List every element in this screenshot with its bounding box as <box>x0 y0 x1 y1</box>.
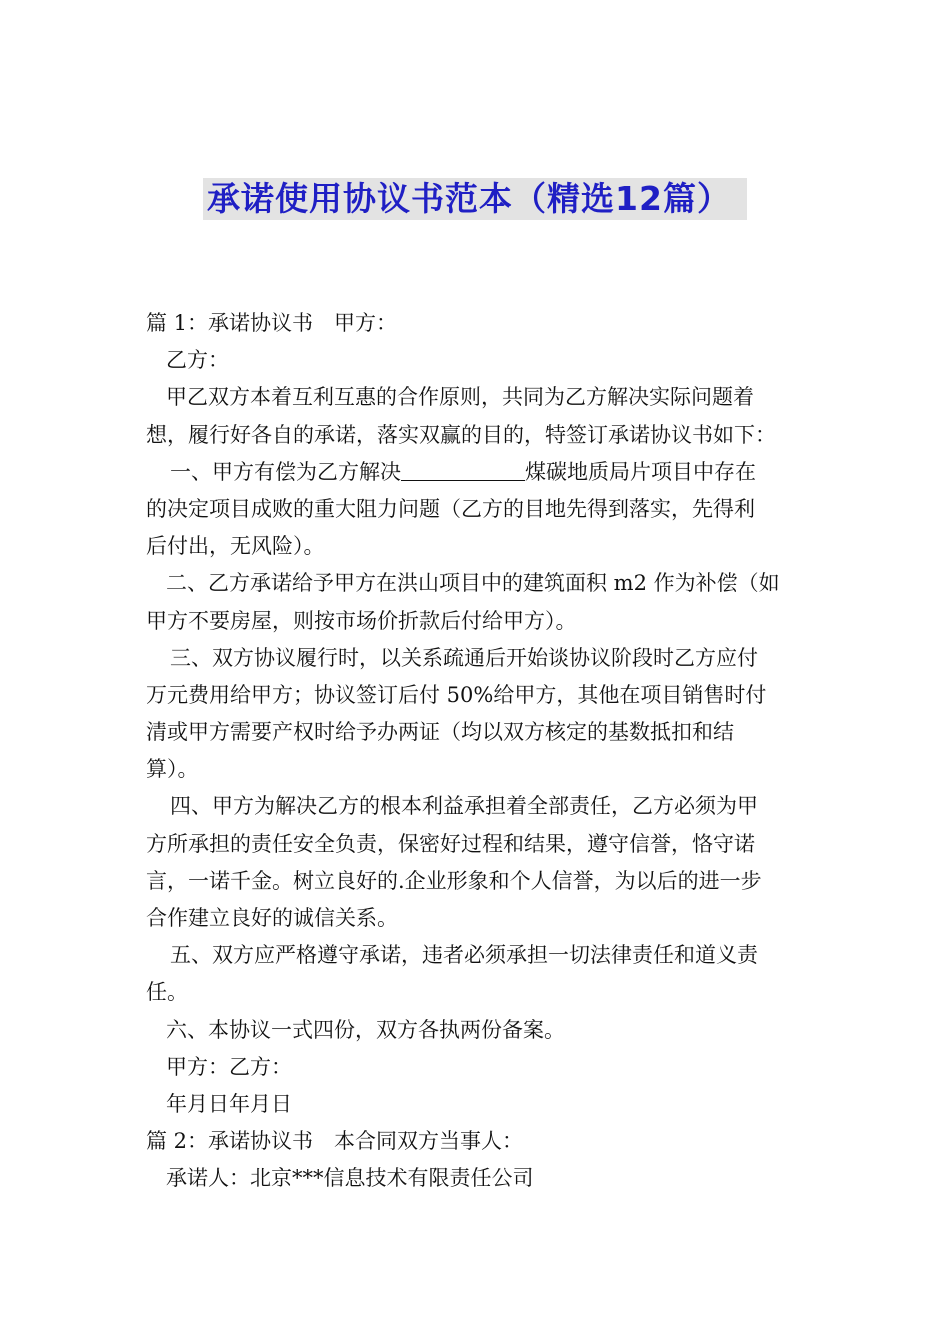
paragraph-line: 想，履行好各自的承诺，落实双赢的目的，特签订承诺协议书如下： <box>146 422 776 447</box>
clause-5-line: 五、双方应严格遵守承诺，违者必须承担一切法律责任和道义责 <box>170 943 758 968</box>
paragraph-line: 算）。 <box>146 757 199 782</box>
signature-dates: 年月日年月日 <box>166 1091 292 1116</box>
clause-2-line: 二、乙方承诺给予甲方在洪山项目中的建筑面积 m2 作为补偿（如 <box>166 571 780 596</box>
clause-1-line <box>146 454 810 491</box>
clause-1-text-a: 一、甲方有偿为乙方解决 <box>170 459 401 484</box>
clause-4-line: 四、甲方为解决乙方的根本利益承担着全部责任，乙方必须为甲 <box>170 794 758 819</box>
paragraph-line: 言，一诺千金。树立良好的.企业形象和个人信誉，为以后的进一步 <box>146 868 762 893</box>
paragraph-line: 后付出，无风险）。 <box>146 534 325 559</box>
paragraph-line: 合作建立良好的诚信关系。 <box>146 906 398 930</box>
fill-in-blank <box>401 459 525 481</box>
section-heading-1: 篇 1：承诺协议书 甲方： <box>146 311 398 335</box>
signature-parties: 甲方：乙方： <box>166 1054 292 1079</box>
paragraph-line: 任。 <box>146 980 188 1005</box>
title-wrap <box>0 178 950 220</box>
clause-3-line: 三、双方协议履行时，以关系疏通后开始谈协议阶段时乙方应付 <box>170 645 758 670</box>
paragraph-line: 万元费用给甲方；协议签订后付 50%给甲方，其他在项目销售时付 <box>146 682 767 707</box>
party-b-label: 乙方： <box>166 348 229 373</box>
paragraph-line: 甲乙双方本着互利互惠的合作原则，共同为乙方解决实际问题着 <box>166 385 754 410</box>
document-title: 承诺使用协议书范本（精选12篇） <box>203 178 747 220</box>
clause-6-line: 六、本协议一式四份，双方各执两份备案。 <box>166 1017 565 1042</box>
paragraph-line: 甲方不要房屋，则按市场价折款后付给甲方）。 <box>146 608 577 633</box>
promisor-line: 承诺人：北京***信息技术有限责任公司 <box>166 1166 534 1191</box>
document-body <box>146 305 810 1198</box>
paragraph-line: 清或甲方需要产权时给予办两证（均以双方核定的基数抵扣和结 <box>146 720 734 745</box>
paragraph-line: 方所承担的责任安全负责，保密好过程和结果，遵守信誉，恪守诺 <box>146 831 755 856</box>
paragraph-line: 的决定项目成败的重大阻力问题（乙方的目地先得到落实，先得利 <box>146 496 755 521</box>
clause-1-text-b: 煤碳地质局片项目中存在 <box>525 459 756 484</box>
section-heading-2: 篇 2：承诺协议书 本合同双方当事人： <box>146 1129 524 1154</box>
